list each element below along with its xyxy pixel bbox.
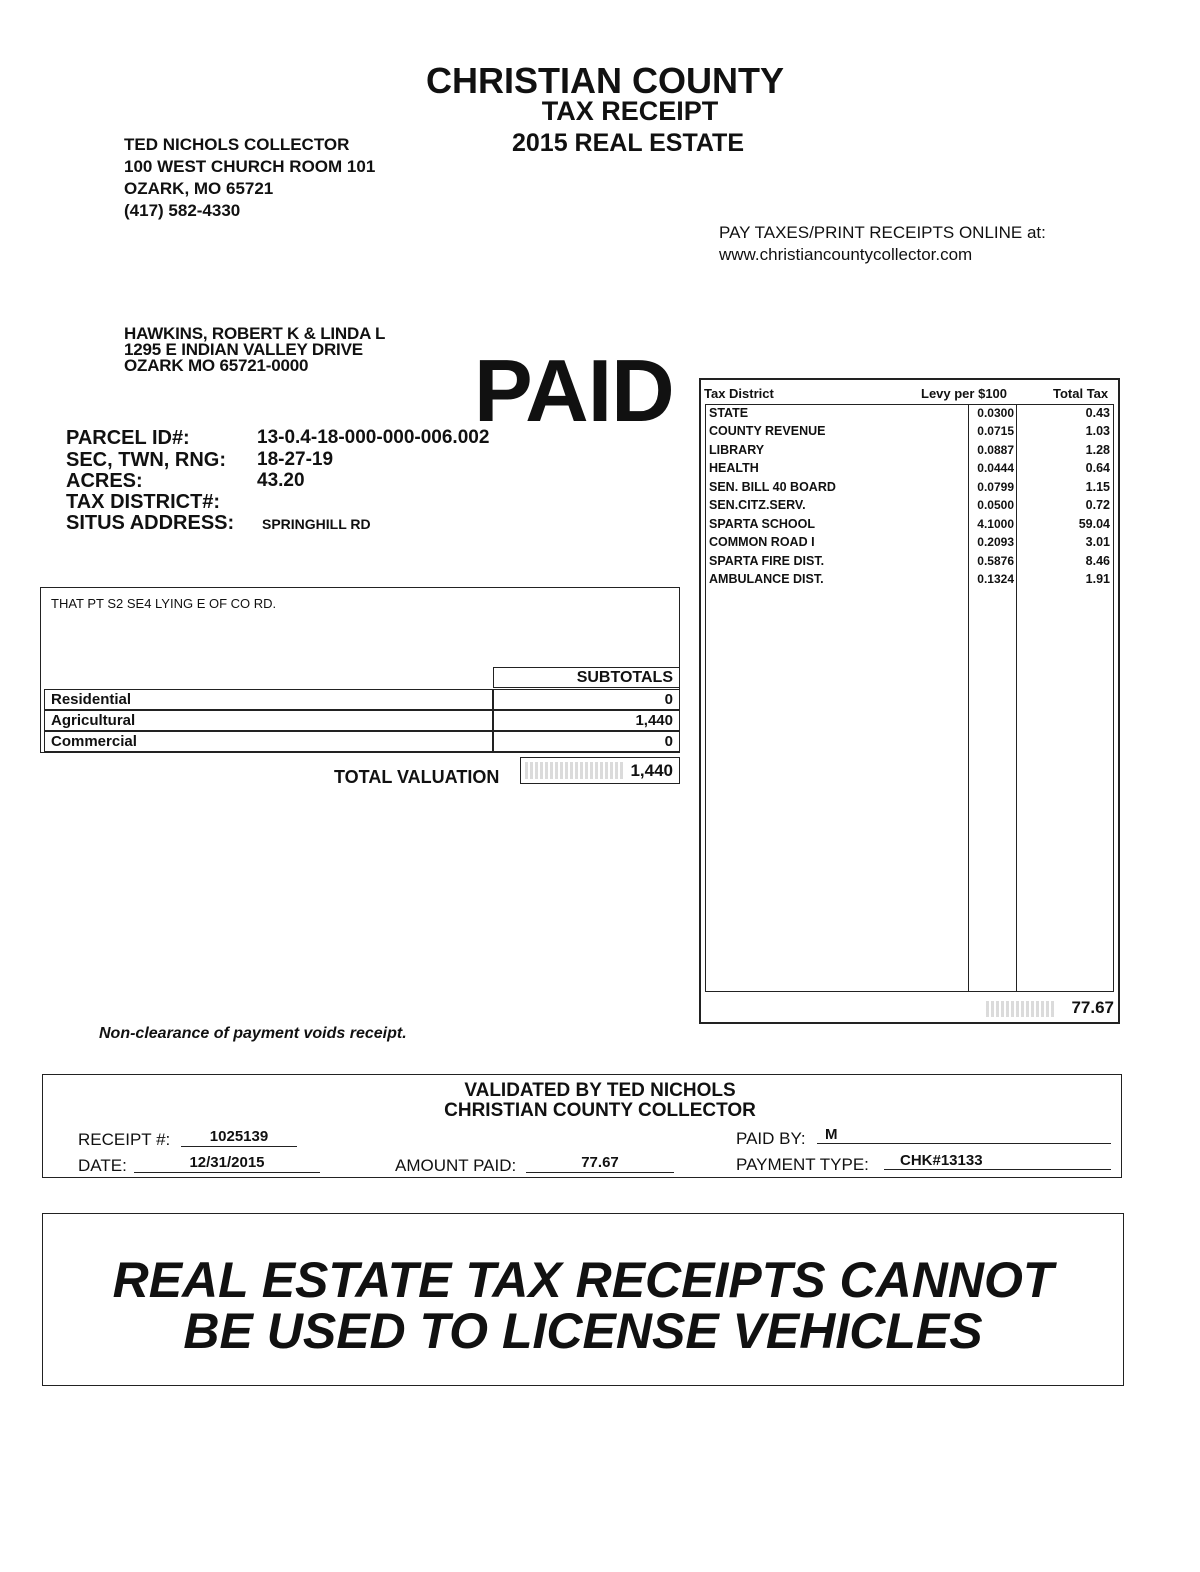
valuation-row	[44, 731, 680, 752]
collector-phone: (417) 582-4330	[124, 201, 241, 220]
collector-address2: OZARK, MO 65721	[124, 179, 274, 198]
parcel-id-value: 13-0.4-18-000-000-006.002	[257, 427, 490, 448]
scan-smudge	[986, 1001, 1056, 1017]
valuation-label: Commercial	[44, 731, 493, 752]
tax-district-name: HEALTH	[709, 461, 759, 475]
tax-district-name: COUNTY REVENUE	[709, 424, 826, 438]
tax-levy: 0.0444	[977, 461, 1014, 475]
collector-name: TED NICHOLS COLLECTOR	[124, 135, 350, 154]
tax-amount: 1.03	[1085, 424, 1110, 438]
tax-amount: 1.15	[1085, 480, 1110, 494]
tax-amount: 8.46	[1085, 554, 1110, 568]
sec-twn-rng-value: 18-27-19	[257, 449, 334, 470]
valuation-row	[44, 710, 680, 731]
acres-value: 43.20	[257, 470, 305, 491]
tax-district-label: TAX DISTRICT#:	[66, 491, 221, 513]
tax-district-name: LIBRARY	[709, 443, 765, 457]
warning-line-2: BE USED TO LICENSE VEHICLES	[183, 1303, 983, 1359]
total-valuation-value	[520, 757, 680, 784]
collector-title: CHRISTIAN COUNTY COLLECTOR	[444, 1100, 756, 1121]
situs-address-value: SPRINGHILL RD	[262, 516, 371, 532]
online-payment-info	[719, 222, 1046, 266]
tax-district-name: STATE	[709, 406, 749, 420]
tax-row	[705, 423, 1114, 441]
tax-row	[705, 553, 1114, 571]
receipt-year-type: 2015 REAL ESTATE	[511, 129, 745, 157]
tax-row	[705, 405, 1114, 423]
tax-levy: 0.1324	[977, 572, 1014, 586]
payment-notice: Non-clearance of payment voids receipt.	[99, 1025, 407, 1042]
tax-district-header: Tax District	[704, 386, 774, 401]
taxpayer-address2: OZARK MO 65721-0000	[124, 356, 309, 375]
tax-levy: 0.0799	[977, 480, 1014, 494]
paid-by-label: PAID BY:	[736, 1129, 806, 1148]
receipt-number-value: 1025139	[181, 1128, 297, 1147]
collector-block	[124, 134, 375, 222]
tax-amount: 59.04	[1078, 517, 1110, 531]
tax-levy: 0.2093	[977, 535, 1014, 549]
taxpayer-name: HAWKINS, ROBERT K & LINDA L	[124, 324, 386, 343]
tax-district-name: AMBULANCE DIST.	[709, 572, 824, 586]
payment-type-value: CHK#13133	[884, 1152, 1111, 1170]
valuation-row	[44, 689, 680, 710]
tax-district-name: SEN. BILL 40 BOARD	[709, 480, 836, 494]
tax-levy: 0.0500	[977, 498, 1014, 512]
tax-row	[705, 460, 1114, 478]
legal-description: THAT PT S2 SE4 LYING E OF CO RD.	[51, 596, 277, 611]
date-value: 12/31/2015	[134, 1154, 320, 1173]
taxpayer-block	[124, 326, 385, 374]
tax-levy: 0.0300	[977, 406, 1014, 420]
collector-address1: 100 WEST CHURCH ROOM 101	[124, 157, 376, 176]
tax-levy: 0.0887	[977, 443, 1014, 457]
date-label: DATE:	[78, 1156, 127, 1175]
tax-grand-total-amount: 77.67	[1071, 998, 1114, 1017]
tax-amount: 1.28	[1085, 443, 1110, 457]
acres-label: ACRES:	[66, 470, 143, 492]
paid-stamp: PAID	[474, 341, 674, 440]
valuation-value: 0	[493, 689, 680, 710]
tax-levy: 0.5876	[977, 554, 1014, 568]
tax-row	[705, 479, 1114, 497]
tax-row	[705, 571, 1114, 589]
payment-type-label: PAYMENT TYPE:	[736, 1155, 869, 1174]
tax-district-name: SPARTA FIRE DIST.	[709, 554, 825, 568]
tax-grand-total	[984, 998, 1114, 1020]
tax-district-name: SPARTA SCHOOL	[709, 517, 816, 531]
amount-paid-value: 77.67	[526, 1154, 674, 1173]
amount-paid-label: AMOUNT PAID:	[395, 1156, 517, 1175]
total-valuation-amount: 1,440	[630, 761, 673, 780]
subtotals-header: SUBTOTALS	[493, 667, 680, 688]
taxpayer-address1: 1295 E INDIAN VALLEY DRIVE	[124, 340, 363, 359]
valuation-value: 0	[493, 731, 680, 752]
sec-twn-rng-label: SEC, TWN, RNG:	[66, 449, 226, 471]
tax-amount: 0.43	[1085, 406, 1110, 420]
tax-amount: 3.01	[1085, 535, 1110, 549]
valuation-label: Agricultural	[44, 710, 493, 731]
total-tax-header: Total Tax	[1053, 386, 1109, 401]
total-valuation-label: TOTAL VALUATION	[334, 767, 500, 787]
online-url[interactable]: www.christiancountycollector.com	[719, 245, 973, 264]
tax-district-name: SEN.CITZ.SERV.	[709, 498, 806, 512]
validated-by: VALIDATED BY TED NICHOLS	[464, 1080, 736, 1101]
scan-smudge	[525, 762, 625, 779]
tax-amount: 0.72	[1085, 498, 1110, 512]
receipt-number-label: RECEIPT #:	[78, 1130, 171, 1149]
tax-row	[705, 516, 1114, 534]
tax-row	[705, 497, 1114, 515]
parcel-id-label: PARCEL ID#:	[66, 427, 190, 449]
situs-address-label: SITUS ADDRESS:	[66, 512, 235, 534]
tax-amount: 1.91	[1085, 572, 1110, 586]
tax-levy: 4.1000	[977, 517, 1014, 531]
levy-header: Levy per $100	[921, 386, 1008, 401]
paid-by-value: M	[817, 1126, 1111, 1144]
tax-levy: 0.0715	[977, 424, 1014, 438]
warning-line-1: REAL ESTATE TAX RECEIPTS CANNOT	[112, 1252, 1054, 1308]
receipt-type: TAX RECEIPT	[541, 96, 719, 126]
valuation-value: 1,440	[493, 710, 680, 731]
county-title: CHRISTIAN COUNTY	[426, 60, 784, 101]
valuation-label: Residential	[44, 689, 493, 710]
tax-district-name: COMMON ROAD I	[709, 535, 815, 549]
online-text: PAY TAXES/PRINT RECEIPTS ONLINE at:	[719, 223, 1046, 242]
tax-row	[705, 534, 1114, 552]
tax-amount: 0.64	[1085, 461, 1110, 475]
tax-row	[705, 442, 1114, 460]
